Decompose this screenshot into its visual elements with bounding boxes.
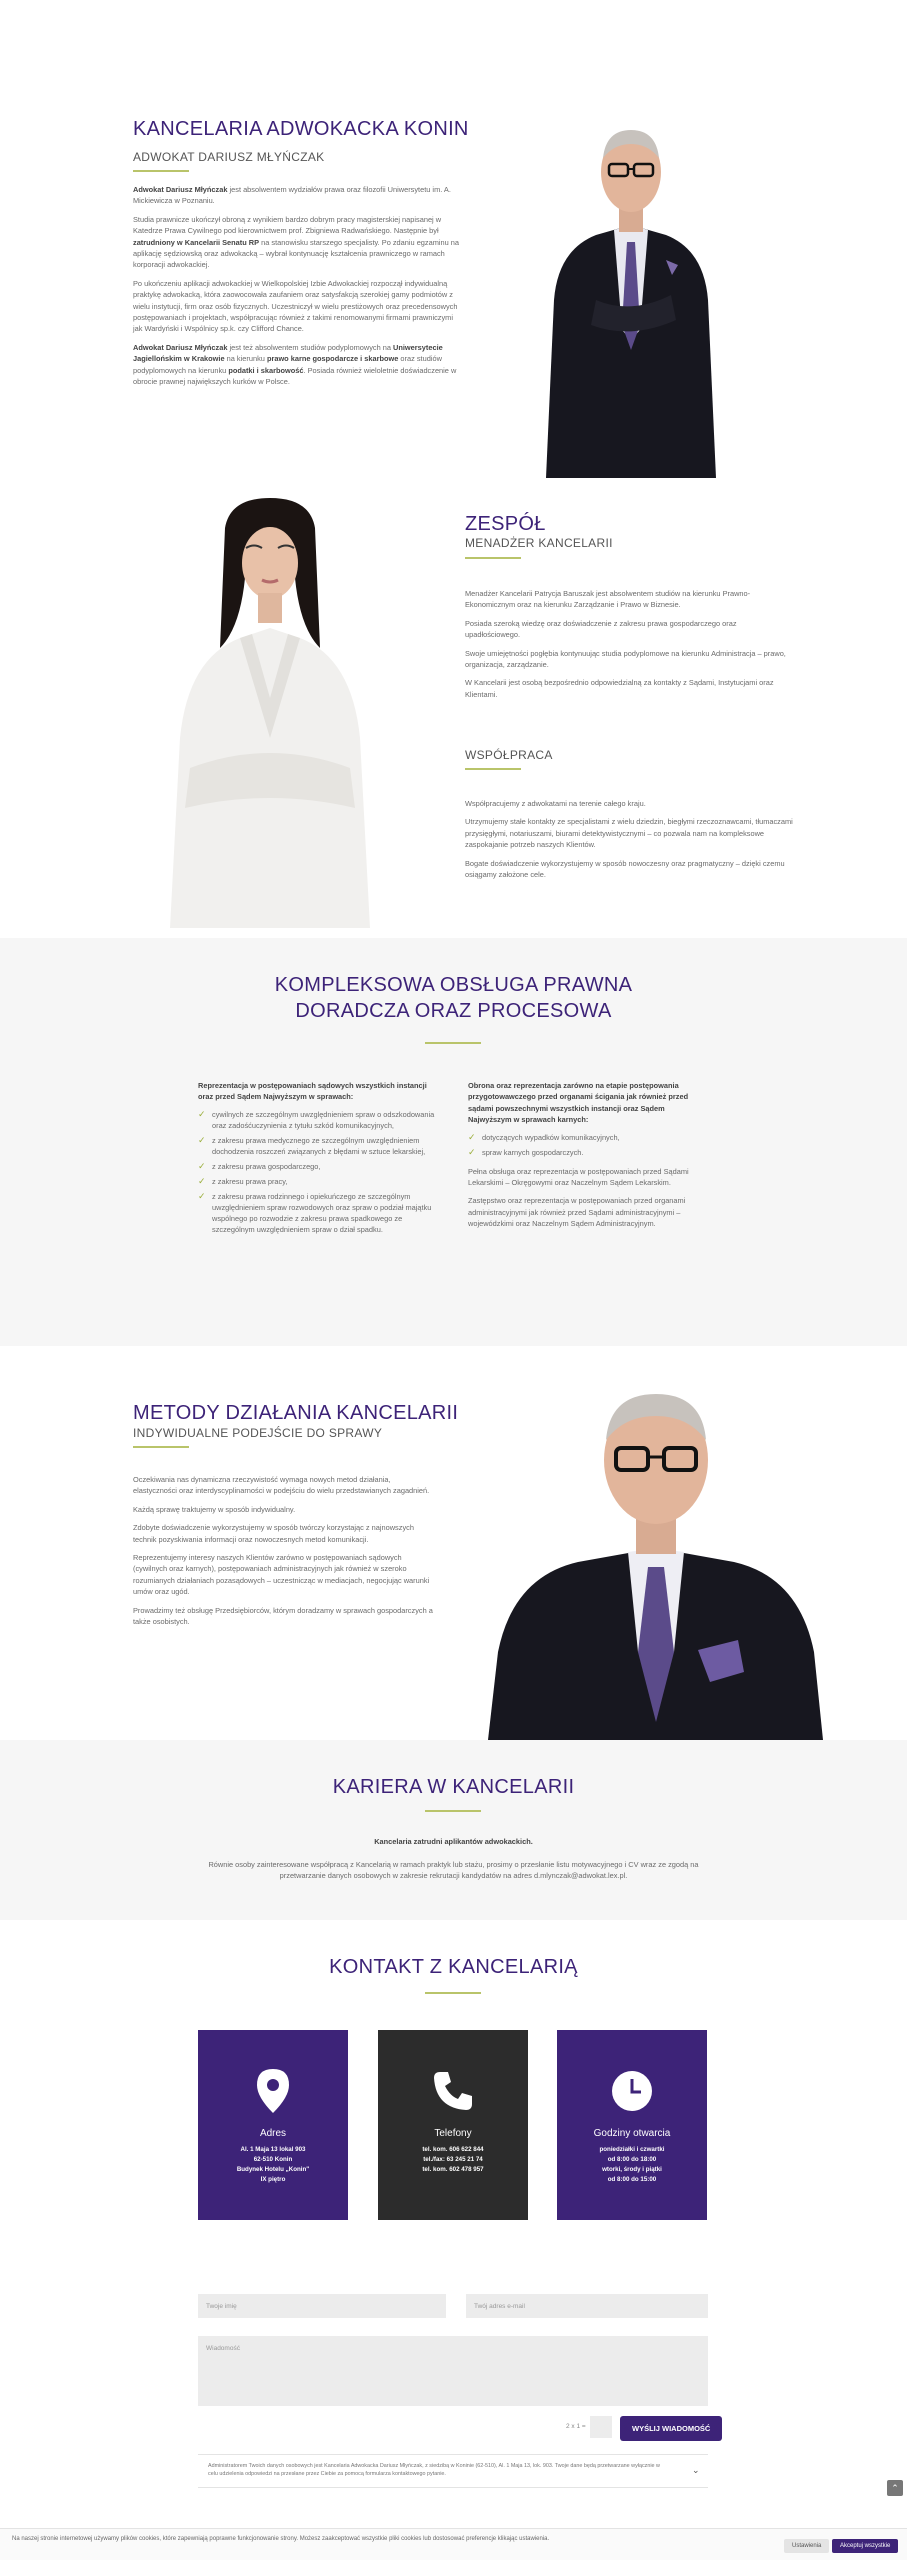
cookie-banner bbox=[0, 2528, 907, 2560]
services-divider bbox=[425, 1042, 481, 1044]
address-line: IX piętro bbox=[260, 2176, 286, 2183]
email-field[interactable]: Twój adres e-mail bbox=[466, 2294, 708, 2318]
contact-section bbox=[0, 1920, 907, 2540]
hours-line: od 8:00 do 15:00 bbox=[607, 2176, 657, 2183]
career-text: Równie osoby zainteresowane współpracą z Kancelarią w ramach praktyk lub stażu, prosimy o przesłanie listu motywacyjnego i CV wraz ze zgodą na przetwarzanie danych osobowych w zakresie rekrutacji kandydatów na adres d.mlynczak@adwokat.lex.pl. bbox=[208, 1860, 699, 1881]
methods-paragraph-4: Reprezentujemy interesy naszych Klientów zarówno w postępowaniach sądowych (cywilnych oraz karnych), postępowaniach administracyjnych jak również w szeroko rozumianych działaniach pozasądowych – uczestnicząc w mediacjach, negocjując warunki umów oraz ugód. bbox=[133, 1553, 430, 1597]
consent-box bbox=[198, 2454, 708, 2488]
methods-paragraph-3: Zdobyte doświadczenie wykorzystujemy w sposób twórczy korzystając z najnowszych technik pozyskiwania informacji oraz nowoczesnych metod komunikacji. bbox=[133, 1523, 414, 1544]
team-title: ZESPÓŁ bbox=[465, 513, 546, 535]
cookie-text: Na naszej stronie internetowej używamy plików cookies, które zapewniają poprawne funkcjonowanie strony. Możesz zaakceptować wszystkie pliki cookies lub dostosować preferencje klikając ustawienia. bbox=[12, 2536, 550, 2542]
services-left-heading: Reprezentacja w postępowaniach sądowych wszystkich instancji oraz przed Sądem Najwyższym w sprawach: bbox=[198, 1081, 427, 1102]
lawyer-portrait-photo-2 bbox=[488, 1352, 823, 1740]
contact-divider bbox=[425, 1992, 481, 1994]
career-divider bbox=[425, 1810, 481, 1812]
methods-paragraph-5: Prowadzimy też obsługę Przedsiębiorców, którym doradzamy w sprawach gospodarczych a także osobistych. bbox=[133, 1605, 433, 1627]
phone-card bbox=[378, 2030, 528, 2220]
methods-text bbox=[133, 1474, 433, 1627]
services-right-list bbox=[468, 1132, 708, 1158]
services-title-2: DORADCZA ORAZ PROCESOWA bbox=[295, 1000, 612, 1022]
list-item: ✓ dotyczących wypadków komunikacyjnych, bbox=[468, 1132, 708, 1143]
phone-card-title: Telefony bbox=[434, 2128, 472, 2139]
hours-card-title: Godziny otwarcia bbox=[593, 2128, 671, 2139]
services-right-paragraph-1: Pełna obsługa oraz reprezentacja w postępowaniach przed Sądami Lekarskimi – Okręgowymi oraz Naczelnym Sądem Lekarskim. bbox=[468, 1166, 689, 1188]
scroll-to-top-button[interactable]: ⌃ bbox=[887, 2480, 903, 2496]
methods-subtitle: INDYWIDUALNE PODEJŚCIE DO SPRAWY bbox=[133, 1426, 383, 1440]
cooperation-paragraph-3: Bogate doświadczenie wykorzystujemy w sposób nowoczesny oraz pragmatyczny – dzięki czemu osiągamy założone cele. bbox=[465, 858, 785, 880]
lawyer-portrait-photo bbox=[536, 100, 726, 478]
hero-subtitle: ADWOKAT DARIUSZ MŁYŃCZAK bbox=[133, 150, 325, 164]
hero-paragraph-1: Adwokat Dariusz Młyńczak jest absolwentem wydziałów prawa oraz filozofii Uniwersytetu im. A. Mickiewicza w Poznaniu. bbox=[133, 185, 451, 206]
hero-paragraph-4: Adwokat Dariusz Młyńczak jest też absolwentem studiów podyplomowych na Uniwersytecie Jagiellońskim w Krakowie na kierunku prawo karne gospodarcze i skarbowe oraz studiów podyplomowych na kierunku podatki i skarbowość. Posiada również wieloletnie doświadczenie w obrocie prawnej największych kurków w Polsce. bbox=[133, 342, 457, 387]
services-right-paragraph-2: Zastępstwo oraz reprezentacja w postępowaniach przed organami administracyjnymi jak również przed Sądami administracyjnymi – wojewódzkimi oraz Naczelnym Sądem Administracyjnym. bbox=[468, 1196, 686, 1229]
team-paragraph-4: W Kancelarii jest osobą bezpośrednio odpowiedzialną za kontakty z Sądami, Instytucjami oraz Klientami. bbox=[465, 678, 774, 699]
services-right-heading: Obrona oraz reprezentacja zarówno na etapie postępowania przygotowawczego przed organami ścigania jak również przed sądami powszechnymi wszystkich instancji oraz Sądem Najwyższym w sprawach karnych: bbox=[468, 1081, 689, 1125]
send-message-button[interactable]: WYŚLIJ WIADOMOŚĆ bbox=[620, 2416, 722, 2441]
list-item: ✓ cywilnych ze szczególnym uwzględnieniem spraw o odszkodowania oraz zadośćuczynienia z tytułu szkód komunikacyjnych, bbox=[198, 1109, 438, 1131]
list-item: ✓ z zakresu prawa gospodarczego, bbox=[198, 1161, 438, 1172]
cookie-settings-button[interactable]: Ustawienia bbox=[784, 2539, 829, 2553]
services-left-list bbox=[198, 1109, 438, 1235]
phone-icon bbox=[378, 2066, 528, 2116]
methods-paragraph-1: Oczekiwania nas dynamiczna rzeczywistość wymaga nowych metod działania, elastyczności oraz interdyscyplinarności w podejściu do wielu przedstawianych zagadnień. bbox=[133, 1475, 430, 1496]
map-pin-icon bbox=[198, 2066, 348, 2116]
manager-portrait-photo bbox=[150, 488, 390, 928]
team-paragraph-3: Swoje umiejętności pogłębia kontynuując studia podyplomowe na kierunku Administracja – prawo, organizacja, zarządzanie. bbox=[465, 648, 786, 670]
hero-title: KANCELARIA ADWOKACKA KONIN bbox=[133, 118, 469, 140]
services-title-1: KOMPLEKSOWA OBSŁUGA PRAWNA bbox=[274, 974, 633, 996]
team-section bbox=[0, 478, 907, 938]
list-item: ✓ z zakresu prawa medycznego ze szczególnym uwzględnieniem dochodzenia roszczeń związanych z błędami w sztuce lekarskiej, bbox=[198, 1135, 438, 1157]
message-field[interactable]: Wiadomość bbox=[198, 2336, 708, 2406]
team-paragraph-1: Menadżer Kancelarii Patrycja Baruszak jest absolwentem studiów na kierunku Prawno-Ekonomicznym oraz na kierunku Zarządzanie i Prawo w Biznesie. bbox=[465, 589, 751, 610]
methods-paragraph-2: Każdą sprawę traktujemy w sposób indywidualny. bbox=[133, 1504, 296, 1514]
cooperation-title: WSPÓŁPRACA bbox=[465, 748, 553, 762]
methods-section bbox=[0, 1346, 907, 1740]
address-card bbox=[198, 2030, 348, 2220]
consent-text: Administratorem Twoich danych osobowych jest Kancelaria Adwokacka Dariusz Młyńczak, z siedzibą w Koninie (62-510), Al. 1 Maja 13, lok. 903. Twoje dane będą przetwarzane wyłącznie w celu udzielenia odpowiedzi na przesłane przez Ciebie za pomocą formularza kontaktowego pytanie. bbox=[208, 2463, 660, 2477]
address-line: 62-510 Konin bbox=[253, 2156, 293, 2163]
captcha-question: 2 x 1 = bbox=[566, 2423, 586, 2430]
address-line: Budynek Hotelu „Konin" bbox=[236, 2166, 310, 2173]
name-field[interactable]: Twoje imię bbox=[198, 2294, 446, 2318]
hero-divider bbox=[133, 170, 189, 172]
hours-card bbox=[557, 2030, 707, 2220]
phone-line[interactable]: tel./fax: 63 245 21 74 bbox=[423, 2156, 483, 2163]
career-bold-text: Kancelaria zatrudni aplikantów adwokackich. bbox=[374, 1837, 533, 1846]
career-title: KARIERA W KANCELARII bbox=[332, 1776, 575, 1798]
hero-paragraph-3: Po ukończeniu aplikacji adwokackiej w Wielkopolskiej Izbie Adwokackiej rozpoczął indywidualną praktykę adwokacką, która zaowocowała zaufaniem oraz satysfakcją szerokiej gamy podmiotów z wielu instytucji, firm oraz osób fizycznych. Uczestniczył w wielu prestiżowych oraz precedensowych postępowaniach i projektach, współpracując również z takimi renomowanymi firmami prawniczymi jak Wardyński i Wspólnicy sp.k. czy Clifford Chance. bbox=[133, 278, 458, 334]
services-right-column bbox=[468, 1080, 708, 1230]
career-section bbox=[0, 1740, 907, 1920]
cooperation-paragraph-1: Współpracujemy z adwokatami na terenie całego kraju. bbox=[465, 799, 646, 808]
services-left-column bbox=[198, 1080, 438, 1239]
hours-line: wtorki, środy i piątki bbox=[602, 2166, 662, 2173]
cooperation-text bbox=[465, 798, 793, 880]
hours-line: od 8:00 do 18:00 bbox=[607, 2156, 657, 2163]
methods-title: METODY DZIAŁANIA KANCELARII bbox=[133, 1402, 459, 1424]
team-text bbox=[465, 588, 793, 700]
contact-title: KONTAKT Z KANCELARIĄ bbox=[329, 1956, 578, 1978]
hours-line: poniedziałki i czwartki bbox=[599, 2146, 665, 2153]
methods-divider bbox=[133, 1446, 189, 1448]
hero-section bbox=[0, 0, 907, 478]
cookie-accept-button[interactable]: Akceptuj wszystkie bbox=[832, 2539, 898, 2553]
hero-text bbox=[133, 184, 461, 388]
chevron-down-icon[interactable]: ⌄ bbox=[692, 2465, 700, 2475]
cooperation-divider bbox=[465, 768, 521, 770]
team-subtitle: MENADŻER KANCELARII bbox=[465, 536, 613, 550]
team-paragraph-2: Posiada szeroką wiedzę oraz doświadczenie z zakresu prawa gospodarczego oraz upadłościowego. bbox=[465, 618, 737, 640]
team-divider bbox=[465, 557, 521, 559]
list-item: ✓ z zakresu prawa rodzinnego i opiekuńczego ze szczególnym uwzględnieniem spraw rozwodowych oraz spraw o podział majątku wspólnego po rozwodzie z zakresu prawa spadkowego ze szczególnym uwzględnieniem spraw o dział spadku. bbox=[198, 1191, 438, 1235]
address-line: Al. 1 Maja 13 lokal 903 bbox=[240, 2146, 306, 2153]
address-card-title: Adres bbox=[259, 2128, 287, 2139]
captcha-input[interactable] bbox=[590, 2416, 612, 2438]
list-item: ✓ spraw karnych gospodarczych. bbox=[468, 1147, 708, 1158]
services-section bbox=[0, 938, 907, 1346]
phone-line[interactable]: tel. kom. 606 622 844 bbox=[422, 2146, 484, 2153]
hero-paragraph-2: Studia prawnicze ukończył obroną z wynikiem bardzo dobrym pracy magisterskiej napisanej w Katedrze Prawa Cywilnego pod kierownictwem prof. Zbigniewa Radwańskiego. Następnie był zatrudniony w Kancelarii Senatu RP na stanowisku starszego specjalisty. Po zdaniu egzaminu na aplikację sędziowską oraz adwokacką – wybrał kontynuację kształcenia prawniczego w ramach korporacji adwokackiej. bbox=[133, 214, 460, 270]
phone-line[interactable]: tel. kom. 602 478 957 bbox=[422, 2166, 484, 2173]
cooperation-paragraph-2: Utrzymujemy stałe kontakty ze specjalistami z wielu dziedzin, biegłymi rzeczoznawcami, tłumaczami przysięgłymi, notariuszami, biurami detektywistycznymi – co pozwala nam na kompleksowe zaspokajanie potrzeb naszych Klientów. bbox=[465, 817, 793, 850]
list-item: ✓ z zakresu prawa pracy, bbox=[198, 1176, 438, 1187]
clock-icon bbox=[557, 2066, 707, 2116]
